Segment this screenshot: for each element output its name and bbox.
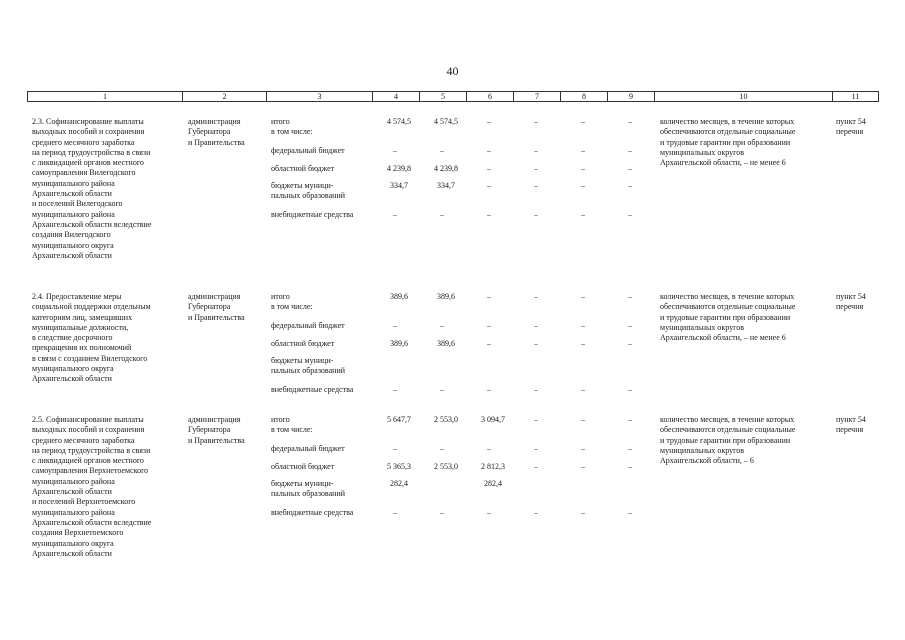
source-total: итого в том числе: <box>271 117 313 137</box>
cell-value: 389,6 <box>437 339 455 348</box>
row-executor: администрация Губернатора и Правительства <box>188 117 245 147</box>
source-federal: федеральный бюджет <box>271 444 345 453</box>
cell-value: – <box>393 444 397 453</box>
cell-value: – <box>534 292 538 301</box>
cell-value: 389,6 <box>390 292 408 301</box>
cell-value: – <box>487 339 491 348</box>
cell-value: 4 574,5 <box>434 117 458 126</box>
source-municipal: бюджеты муници- пальных образований <box>271 356 345 376</box>
cell-value: – <box>628 444 632 453</box>
header-col-3: 3 <box>266 92 372 101</box>
header-col-2: 2 <box>182 92 266 101</box>
cell-value: – <box>628 462 632 471</box>
cell-value: 389,6 <box>390 339 408 348</box>
cell-value: – <box>393 385 397 394</box>
cell-value: – <box>628 339 632 348</box>
cell-value: – <box>440 444 444 453</box>
cell-value: 3 094,7 <box>481 415 505 424</box>
page-number: 40 <box>446 64 459 78</box>
row-name: 2.4. Предоставление меры социальной поддержки отдельным категориям лиц, замещавших муниципальные должности, в следствие досрочного прекращения их полномочий в связи с созданием Вилегодского муниципального округа Архангельской области <box>32 292 151 384</box>
cell-value: 5 365,3 <box>387 462 411 471</box>
cell-value: – <box>487 385 491 394</box>
cell-value: – <box>487 508 491 517</box>
header-col-8: 8 <box>560 92 607 101</box>
cell-value: – <box>628 146 632 155</box>
source-total: итого в том числе: <box>271 415 313 435</box>
cell-value: – <box>487 117 491 126</box>
cell-value: 334,7 <box>437 181 455 190</box>
cell-value: 2 812,3 <box>481 462 505 471</box>
cell-value: – <box>534 321 538 330</box>
header-col-7: 7 <box>513 92 560 101</box>
cell-value: – <box>393 508 397 517</box>
source-extra: внебюджетные средства <box>271 210 354 219</box>
source-municipal: бюджеты муници- пальных образований <box>271 181 345 201</box>
source-federal: федеральный бюджет <box>271 146 345 155</box>
cell-value: – <box>581 164 585 173</box>
row-executor: администрация Губернатора и Правительства <box>188 415 245 445</box>
source-extra: внебюджетные средства <box>271 385 354 394</box>
cell-value: – <box>628 210 632 219</box>
header-col-6: 6 <box>466 92 513 101</box>
cell-value: – <box>581 292 585 301</box>
cell-value: – <box>581 415 585 424</box>
cell-value: – <box>581 210 585 219</box>
header-col-10: 10 <box>654 92 832 101</box>
cell-value: – <box>628 164 632 173</box>
source-regional: областной бюджет <box>271 164 335 173</box>
cell-value: – <box>487 444 491 453</box>
row-indicator: количество месяцев, в течение которых обеспечиваются отдельные социальные и трудовые гарантии при образовании муниципальных округов Архангельской области, – не менее 6 <box>660 292 796 343</box>
cell-value: – <box>487 181 491 190</box>
cell-value: – <box>581 444 585 453</box>
row-reference: пункт 54 перечня <box>836 415 866 435</box>
cell-value: – <box>628 292 632 301</box>
cell-value: – <box>581 462 585 471</box>
row-reference: пункт 54 перечня <box>836 292 866 312</box>
cell-value: – <box>393 146 397 155</box>
cell-value: – <box>628 385 632 394</box>
cell-value: – <box>534 508 538 517</box>
cell-value: – <box>581 321 585 330</box>
cell-value: – <box>534 146 538 155</box>
cell-value: – <box>628 181 632 190</box>
cell-value: – <box>581 146 585 155</box>
row-name: 2.5. Софинансирование выплаты выходных пособий и сохранения среднего месячного заработка на период трудоустройства в связи с ликвидацией органов местного самоуправления Верхнетоемского муниципального района Архангельской области и поселений Верхнетоемского муниципального района Архангельской области вследствие создания Верхнетоемского муниципального округа Архангельской области <box>32 415 152 558</box>
cell-value: – <box>440 210 444 219</box>
source-federal: федеральный бюджет <box>271 321 345 330</box>
cell-value: – <box>581 181 585 190</box>
source-municipal: бюджеты муници- пальных образований <box>271 479 345 499</box>
row-reference: пункт 54 перечня <box>836 117 866 137</box>
row-indicator: количество месяцев, в течение которых обеспечиваются отдельные социальные и трудовые гарантии при образовании муниципальных округов Архангельской области, – 6 <box>660 415 796 466</box>
cell-value: 282,4 <box>390 479 408 488</box>
cell-value: – <box>487 292 491 301</box>
cell-value: 2 553,0 <box>434 415 458 424</box>
header-col-4: 4 <box>372 92 419 101</box>
source-extra: внебюджетные средства <box>271 508 354 517</box>
cell-value: – <box>440 146 444 155</box>
cell-value: – <box>628 508 632 517</box>
cell-value: 4 239,8 <box>434 164 458 173</box>
cell-value: – <box>487 321 491 330</box>
cell-value: – <box>628 117 632 126</box>
cell-value: – <box>487 210 491 219</box>
cell-value: – <box>440 321 444 330</box>
cell-value: – <box>534 415 538 424</box>
cell-value: – <box>581 117 585 126</box>
cell-value: 5 647,7 <box>387 415 411 424</box>
header-col-9: 9 <box>607 92 654 101</box>
cell-value: – <box>487 146 491 155</box>
row-executor: администрация Губернатора и Правительства <box>188 292 245 322</box>
cell-value: 4 574,5 <box>387 117 411 126</box>
cell-value: – <box>487 164 491 173</box>
header-col-11: 11 <box>832 92 878 101</box>
cell-value: – <box>440 385 444 394</box>
cell-value: 282,4 <box>484 479 502 488</box>
row-name: 2.3. Софинансирование выплаты выходных пособий и сохранения среднего месячного заработка на период трудоустройства в связи с ликвидацией органов местного самоуправления Вилегодского муниципального района Архангельской области и поселений Вилегодского муниципального района Архангельской области вследствие создания Вилегодского муниципального округа Архангельской области <box>32 117 152 260</box>
cell-value: – <box>581 508 585 517</box>
header-col-1: 1 <box>103 92 107 101</box>
cell-value: 4 239,8 <box>387 164 411 173</box>
cell-value: – <box>628 415 632 424</box>
source-regional: областной бюджет <box>271 339 335 348</box>
cell-value: – <box>393 210 397 219</box>
cell-value: – <box>534 164 538 173</box>
cell-value: – <box>581 339 585 348</box>
source-total: итого в том числе: <box>271 292 313 312</box>
cell-value: – <box>628 321 632 330</box>
cell-value: – <box>534 444 538 453</box>
cell-value: – <box>534 117 538 126</box>
cell-value: – <box>534 210 538 219</box>
table-header <box>27 91 879 102</box>
cell-value: – <box>534 339 538 348</box>
source-regional: областной бюджет <box>271 462 335 471</box>
row-indicator: количество месяцев, в течение которых обеспечиваются отдельные социальные и трудовые гарантии при образовании муниципальных округов Архангельской области, – не менее 6 <box>660 117 796 168</box>
cell-value: – <box>534 385 538 394</box>
cell-value: – <box>440 508 444 517</box>
cell-value: 389,6 <box>437 292 455 301</box>
cell-value: – <box>534 462 538 471</box>
cell-value: 2 553,0 <box>434 462 458 471</box>
cell-value: 334,7 <box>390 181 408 190</box>
cell-value: – <box>393 321 397 330</box>
cell-value: – <box>581 385 585 394</box>
cell-value: – <box>534 181 538 190</box>
header-col-5: 5 <box>419 92 466 101</box>
